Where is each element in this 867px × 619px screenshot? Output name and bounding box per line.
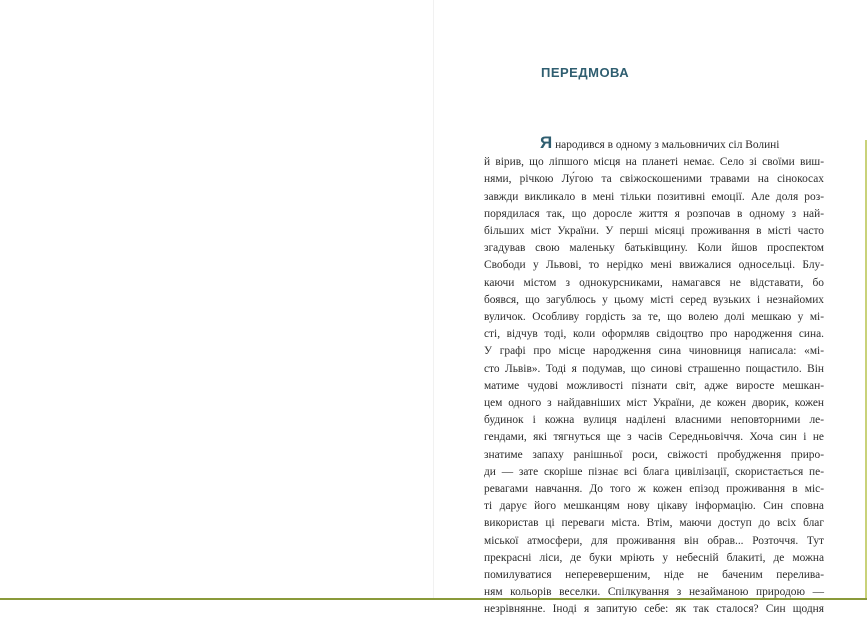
drop-cap: Я xyxy=(540,133,553,152)
text-line: більших міст України. У перші місяці проживання в місті часто xyxy=(484,225,824,238)
left-page xyxy=(0,0,433,600)
text-line: й вірив, що ліпшого місця на планеті немає. Село зі своїми виш- xyxy=(484,156,824,169)
text-line: міської атмосфери, для проживання він обрав... Розточчя. Тут xyxy=(484,534,824,547)
text-line: використав ці переваги міста. Втім, маючи доступ до всіх благ xyxy=(484,517,824,530)
text-line: гендами, які тягнуться ще з часів Середньовіччя. Хоча син і не xyxy=(484,431,824,444)
text-line: порядилася так, що доросле життя я розпочав в одному з най- xyxy=(484,207,824,220)
text-line: цем одного з найдавніших міст України, де кожен дворик, кожен xyxy=(484,397,824,410)
text-line: ревагами навчання. До того ж кожен епізод проживання в міс- xyxy=(484,483,824,496)
text-line: каючи містом з однокурсниками, намагався не відставати, бо xyxy=(484,276,824,289)
text-line: вуличок. Особливу гордість за те, що волею долі мешкаю у мі- xyxy=(484,311,824,324)
text-lines xyxy=(484,154,824,618)
text-line: сто Львів». Тоді я подумав, що синові страшенно пощастило. Він xyxy=(484,362,824,375)
body-paragraph xyxy=(484,134,824,619)
text-line: боявся, що загублюсь у цьому місті серед вузьких і незнайомих xyxy=(484,293,824,306)
text-line: помилуватися неперевершеним, ніде не баченим перелива- xyxy=(484,569,824,582)
text-line: незрівнянне. Іноді я запитую себе: як так сталося? Син щодня xyxy=(484,603,824,616)
text-line: матиме чудові можливості пізнати світ, адже виросте мешкан- xyxy=(484,379,824,392)
text-line: згадував свою маленьку батьківщину. Коли йшов проспектом xyxy=(484,242,824,255)
chapter-title: ПЕРЕДМОВА xyxy=(541,65,630,80)
first-line xyxy=(484,134,824,154)
text-line: ті дарує його мешканцям нову цікаву інформацію. Син сповна xyxy=(484,500,824,513)
text-line: сті, відчув тоді, коли оформляв свідоцтво про народження сина. xyxy=(484,328,824,341)
text-line: знатиме запаху ранішньої роси, свіжості пробудження приро- xyxy=(484,448,824,461)
text-line: нями, річкою Лу́гою та свіжоскошеними травами на сінокосах xyxy=(484,173,824,186)
text-line: будинок і кожна вулиця наділені власними неповторними ле- xyxy=(484,414,824,427)
text-line: У графі про місце народження сина чиновниця написала: «мі- xyxy=(484,345,824,358)
first-line-text: народився в одному з мальовничих сіл Волині xyxy=(555,139,780,151)
text-line: ди — зате скоріше пізнає всі блага цивілізації, скористається пе- xyxy=(484,465,824,478)
text-line: завжди викликало в мені тільки позитивні емоції. Але доля роз- xyxy=(484,190,824,203)
text-line: прекрасні ліси, де буки мріють у небесній блакиті, де можна xyxy=(484,551,824,564)
text-line: Свободи у Львові, то нерідко мені ввижалися односельці. Блу- xyxy=(484,259,824,272)
text-line: ням кольорів веселки. Спілкування з незайманою природою — xyxy=(484,586,824,599)
